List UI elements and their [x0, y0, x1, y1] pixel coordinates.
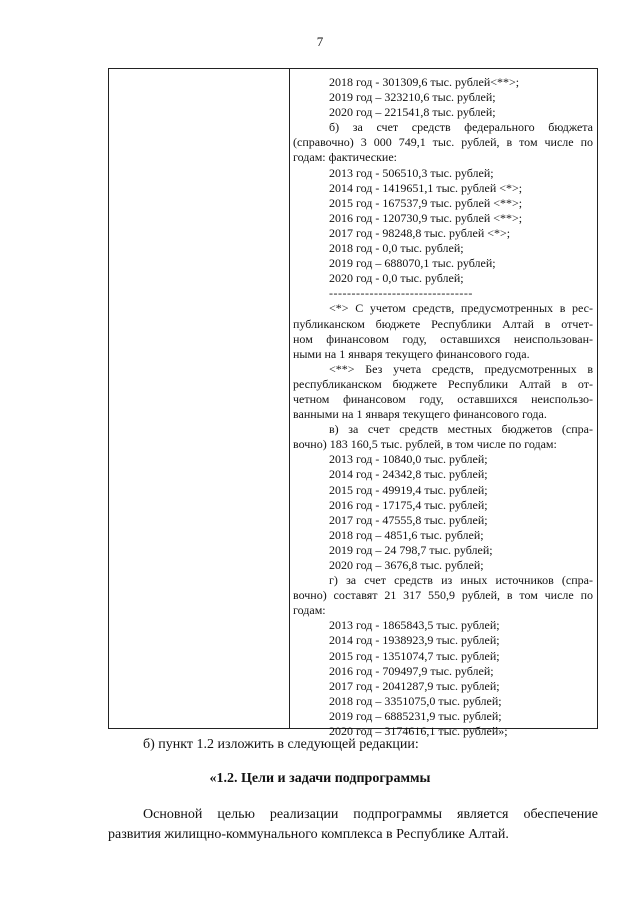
footnote-separator: --------------------------------	[329, 286, 473, 301]
year-amount-line: 2015 год - 49919,4 тыс. рублей;	[329, 482, 488, 497]
year-amount-line: 2013 год - 1865843,5 тыс. рублей;	[329, 618, 500, 633]
year-amount-line: 2016 год - 120730,9 тыс. рублей <**>;	[329, 210, 523, 225]
body-paragraph	[108, 805, 598, 845]
body-paragraph-line: Основной целью реализации подпрограммы является обеспечение	[143, 807, 598, 822]
year-amount-line: 2018 год - 301309,6 тыс. рублей<**>;	[329, 75, 520, 89]
year-amount-line: 2018 год – 4851,6 тыс. рублей;	[329, 527, 484, 542]
year-amount-line: 2020 год - 0,0 тыс. рублей;	[329, 271, 464, 286]
amendment-instruction: б) пункт 1.2 изложить в следующей редакции:	[143, 737, 419, 752]
paragraph-line: годам:	[293, 603, 326, 618]
year-amount-line: 2016 год - 17175,4 тыс. рублей;	[329, 497, 488, 512]
table-column-divider	[289, 69, 290, 728]
year-amount-line: 2019 год – 688070,1 тыс. рублей;	[329, 256, 496, 271]
year-amount-line: 2018 год – 3351075,0 тыс. рублей;	[329, 693, 502, 708]
year-amount-line: 2019 год – 24 798,7 тыс. рублей;	[329, 542, 493, 557]
year-amount-line: 2017 год - 98248,8 тыс. рублей <*>;	[329, 225, 511, 240]
paragraph-line: ном финансовом году, оставшихся неиспользован-	[293, 331, 593, 346]
paragraph-line: б) за счет средств федерального бюджета	[329, 120, 593, 135]
paragraph-line: вочно) составят 21 317 550,9 рублей, в том числе по	[293, 588, 593, 603]
year-amount-line: 2014 год - 1938923,9 тыс. рублей;	[329, 633, 500, 648]
paragraph-line: публиканском бюджете Республики Алтай в отчет-	[293, 316, 593, 331]
year-amount-line: 2013 год - 10840,0 тыс. рублей;	[329, 452, 488, 467]
paragraph-line: <*> С учетом средств, предусмотренных в рес-	[329, 301, 593, 316]
paragraph-line: в) за счет средств местных бюджетов (спра-	[329, 422, 593, 437]
section-heading: «1.2. Цели и задачи подпрограммы	[209, 771, 431, 786]
year-amount-line: 2020 год – 3676,8 тыс. рублей;	[329, 558, 484, 572]
table-right-cell	[293, 75, 593, 739]
financing-table	[108, 68, 598, 739]
year-amount-line: 2013 год - 506510,3 тыс. рублей;	[329, 165, 494, 180]
paragraph-line: годам: фактические:	[293, 150, 397, 165]
year-amount-line: 2014 год - 1419651,1 тыс. рублей <*>;	[329, 180, 523, 195]
year-amount-line: 2015 год - 167537,9 тыс. рублей <**>;	[329, 195, 523, 210]
paragraph-line: республиканском бюджете Республики Алтай в от-	[293, 376, 593, 391]
page-number: 7	[316, 34, 324, 49]
year-amount-line: 2017 год - 2041287,9 тыс. рублей;	[329, 678, 500, 693]
paragraph-line: г) за счет средств из иных источников (спра-	[329, 573, 593, 588]
year-amount-line: 2020 год – 3174616,1 тыс. рублей»;	[329, 724, 508, 739]
year-amount-line: 2018 год - 0,0 тыс. рублей;	[329, 241, 464, 256]
paragraph-line: вочно) 183 160,5 тыс. рублей, в том числе по годам:	[293, 437, 557, 452]
paragraph-line: ными на 1 января текущего финансового года.	[293, 346, 530, 361]
year-amount-line: 2019 год – 323210,6 тыс. рублей;	[329, 90, 496, 105]
year-amount-line: 2017 год - 47555,8 тыс. рублей;	[329, 512, 488, 527]
year-amount-line: 2016 год - 709497,9 тыс. рублей;	[329, 663, 494, 678]
paragraph-line: четном финансовом году, оставшихся неиспользо-	[293, 391, 593, 406]
year-amount-line: 2019 год – 6885231,9 тыс. рублей;	[329, 708, 502, 723]
paragraph-line: ванными на 1 января текущего финансового года.	[293, 407, 547, 422]
body-paragraph-line: развития жилищно-коммунального комплекса в Республике Алтай.	[108, 827, 509, 842]
year-amount-line: 2014 год - 24342,8 тыс. рублей;	[329, 467, 488, 482]
year-amount-line: 2020 год – 221541,8 тыс. рублей;	[329, 105, 496, 120]
year-amount-line: 2015 год - 1351074,7 тыс. рублей;	[329, 648, 500, 663]
paragraph-line: <**> Без учета средств, предусмотренных в	[329, 361, 593, 376]
paragraph-line: (справочно) 3 000 749,1 тыс. рублей, в том числе по	[293, 135, 593, 150]
